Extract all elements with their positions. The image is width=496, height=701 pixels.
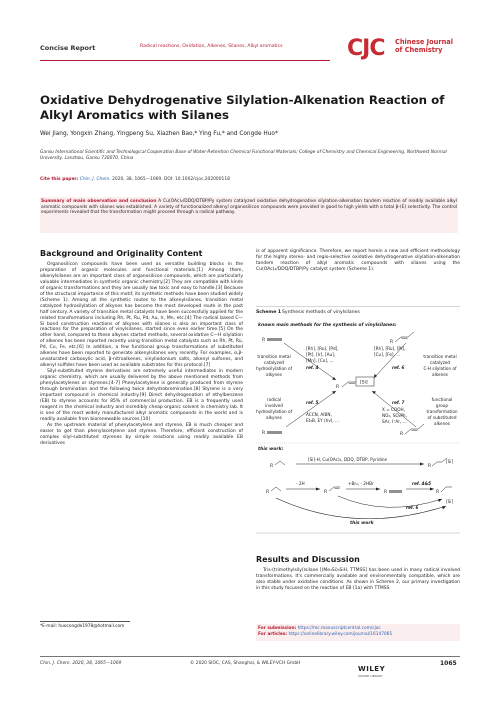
- scheme-caption: Synthesis methods of vinylsilanes: [282, 310, 360, 315]
- radical-reagents-1: ACCN, AIBN,: [306, 412, 332, 417]
- scheme-label: Scheme 1: [256, 310, 282, 315]
- wiley-logo[interactable]: [358, 656, 408, 678]
- method-fg-1: functional: [431, 397, 453, 402]
- path-si-product: [Si]: [446, 499, 454, 504]
- path-r-2: R: [324, 490, 328, 495]
- catalyst-list-left-2: [Pt], [Ir], [Au],: [306, 352, 336, 357]
- submission-box: [256, 624, 460, 641]
- method-tm-ch-3: C-H silylation of: [423, 366, 457, 371]
- this-work-r-left: R: [270, 464, 274, 469]
- method-radical-2: involved: [265, 403, 283, 408]
- summary-box: [40, 197, 458, 233]
- method-fg-5: alkenes: [434, 421, 450, 426]
- catalyst-list-left-3: [Mn], [Co], ...: [306, 358, 334, 363]
- cite-journal-link[interactable]: Chin. J. Chem.: [79, 177, 111, 182]
- ref-7-label: ref. 7: [392, 400, 405, 405]
- copyright-notice: © 2020 SIOC, CAS, Shanghai, & WILEY-VCH GmbH: [190, 661, 301, 666]
- ref-5-label: ref. 5: [306, 400, 319, 405]
- path-r-4: R: [436, 490, 440, 495]
- wiley-wordmark: WILEY: [358, 665, 386, 673]
- summary-text: A Cu(OAc)₂/DDQ/DTBP/Py system catalyzed oxidative dehydrogenative silylation-alkenation tandem reaction of readily available alkyl aromatic compounds with silanes was established. A variety of functionalized alkenyl organosilicon compounds were provided in good to high yields with a total β-(E) selectivity. The control experiments revealed that the transformation might proceed through a radical pathway.: [41, 199, 458, 216]
- keywords-tagline: Radical reactions, Oxidation, Alkenes, Silanes, Alkyl aromatics: [140, 44, 283, 49]
- this-work-bottom-label: this work: [350, 521, 374, 526]
- ref-6b-label: ref. 6: [406, 505, 419, 510]
- ref-4-label: ref. 4: [306, 365, 319, 370]
- footnote-rule: [40, 621, 130, 622]
- cite-label: Cite this paper:: [40, 177, 79, 182]
- alkyne-r-top-left: R: [262, 338, 266, 343]
- step-dehydrogenation: - 2H: [296, 481, 305, 486]
- path-r-3: R: [384, 490, 388, 495]
- method-radical-1: radical: [266, 397, 282, 402]
- submission-label: For submission:: [258, 625, 297, 631]
- alkyne-r-bottom-left: R: [262, 431, 266, 436]
- radical-reagents-2: Et₃B, EY (hv), ...: [306, 418, 340, 423]
- catalyst-list-right-1: [Rh], [Ru], [Pt],: [374, 346, 406, 351]
- this-work-label: this work:: [258, 447, 284, 452]
- this-work-r-right: R: [428, 464, 432, 469]
- center-si-label: [Si]: [360, 380, 368, 386]
- x-groups-3: SAr, I⁺Ar, ...: [382, 419, 407, 424]
- logo-mark: CJC: [347, 36, 385, 61]
- x-groups-2: NO₂, SO₂Ph,: [382, 413, 407, 418]
- method-tm-ch-1: transition metal: [423, 354, 457, 359]
- ref-45-label: ref. 4&5: [412, 481, 432, 486]
- journal-reference: Chin. J. Chem. 2020, 38, 1065—1069: [40, 661, 122, 666]
- path-r-1: R: [266, 490, 270, 495]
- reaction-conditions: [Si]-H, Cu(OAc)₂, DDQ, DTBP, Pyridine: [308, 457, 388, 462]
- method-radical-4: alkynes: [266, 415, 282, 420]
- affiliation: Gansu International Scientific and Technological Cooperation Base of Water-Retention Chemical Functional Materials; College of Chemistry and Chemical Engineering, Northwest Normal University, Lanzhou, Gansu 730070, China: [40, 150, 447, 161]
- method-tm-ch-4: alkenes: [432, 372, 448, 377]
- method-fg-4: of substituted: [427, 415, 457, 420]
- results-paragraph: Tris-(trimethylsilyl)silane [(Me₃Si)₃SiH, TTMSS] has been used in many radical involved transformations. It's commercially available and environmentally compatible, which are also stable under oxidative conditions. As shown in Scheme 2, our primary investigation in this study focused on the reaction of EB (1a) with TTMSS: [256, 568, 460, 591]
- article-title: Oxidative Dehydrogenative Silylation-Alkenation Reaction of Alkyl Aromatics with Silanes: [40, 93, 445, 122]
- background-heading: Background and Originality Content: [40, 249, 203, 258]
- summary-label: Summary of main observation and conclusion: [41, 199, 157, 204]
- page-number: 1065: [440, 660, 457, 667]
- wiley-subtitle: ONLINE LIBRARY: [358, 674, 383, 678]
- intro-paragraph: is of apparent significance. Therefore, we report herein a new and efficient methodology for the highly stereo- and regio-selective oxidative dehydrogenative silylation-alkenation tandem reaction of alkyl aromatic compounds with silanes using the Cu(OAc)₂/DDQ/DTBP/Py catalyst system (Scheme 1).: [256, 249, 460, 272]
- section-label: Concise Report: [40, 44, 96, 52]
- method-fg-3: transformation: [426, 409, 458, 414]
- background-paragraph-1: Organosilicon compounds have been used as versatile building blocks in the preparation of organic molecules and functional materials.[1] Among them, alkenylsilanes are an important class of organosilicon compounds, which are particularly valuable intermediates in synthetic organic chemistry.[2] They are compatible with kinds of organic transformations and they are usually low toxic and easy to handle.[3] Because of the structural importance of this motif, its synthetic methods have been studied widely (Scheme 1). Among all the synthetic routes to the alkenylsilanes, transition metal catalyzed hydrosilylation of alkynes has become the most developed route in the past half century. A variety of transition metal catalysts have been successfully applied for the related transformations including Rh, Pt, Ru, Pd, Au, Ir, Mn, etc.[4] The radical based C—Si bond construction reactions of alkynes with silanes is also an important class of reactions for the preparation of vinylsilanes, started since even earlier time.[5] On the other hand, compared to these alkynes started methods, several oxidative C—H silylation of alkenes has been reported recently using transition metal catalysts such as Rh, Pt, Ru, Pd, Cu, Fe, etc.[6] In addition, a few functional group transformations of substituted alkenes have been reported to generate alkenylsilanes very recently. For examples, α,β-unsaturated carboxylic acid, β-nitroalkenes, vinyliodonium salts, alkenyl sulfones, and alkenyl sulfides have been used as available substrates for this protocol.[7]: [40, 262, 243, 369]
- cite-details: 2020, 38, 1065—1069. DOI: 10.1002/cjoc.202000118: [110, 177, 230, 182]
- ref-6-label: ref. 6: [392, 365, 405, 370]
- submission-link[interactable]: https://mc.manuscriptcentral.com/cjoc: [297, 625, 381, 631]
- this-work-si-right: [Si]: [446, 459, 454, 464]
- articles-line: [258, 632, 458, 638]
- header-rule: [40, 60, 330, 61]
- x-groups-1: X = COOH,: [382, 407, 406, 412]
- results-heading: Results and Discussion: [256, 555, 360, 564]
- corresponding-email[interactable]: *E-mail: huocongde1978@hotmail.com: [40, 624, 125, 629]
- method-tm-hydro-4: alkynes: [266, 372, 282, 377]
- known-methods-title: known main methods for the synthesis of vinylsilanes:: [258, 323, 397, 328]
- articles-label: For articles:: [258, 631, 288, 637]
- alkene-r-bottom-right: R: [400, 432, 404, 437]
- method-tm-hydro-3: hydrosilylation of: [256, 366, 293, 371]
- background-paragraph-3: As the upstream material of phenylacetylene and styrene, EB is much cheaper and easier to get than phenylacetylene and styrene. Therefore, efficient construction of complex silyl-substituted styrenes by simple reactions using readily available EB derivatives: [40, 422, 243, 446]
- journal-logo[interactable]: [347, 36, 467, 68]
- scheme-1: [256, 303, 460, 540]
- author-list: Wei Jiang, Yongxin Zhang, Yingpeng Su, Xiazhen Bao,* Ying Fu,* and Congde Huo*: [40, 131, 278, 137]
- step-bromination: +Br₂, - 2HBr: [348, 481, 374, 486]
- scheme-figure: [256, 303, 460, 540]
- center-r-label: R: [336, 385, 340, 390]
- right-column: [256, 249, 460, 273]
- articles-link[interactable]: https://onlinelibrary.wiley.com/journal/16147065: [288, 631, 393, 637]
- method-radical-3: hydrosilylation of: [256, 409, 293, 414]
- catalyst-list-right-2: [Cu], [Fe], ...: [374, 352, 401, 357]
- catalyst-list-left-1: [Rh], [Ru], [Pd],: [306, 346, 339, 351]
- citation-line: [40, 177, 460, 182]
- alkene-r-top-right: R: [390, 340, 394, 345]
- method-tm-hydro-2: catalyzed: [263, 360, 285, 365]
- method-tm-ch-2: catalyzed: [429, 360, 451, 365]
- background-paragraph-2: Silyl-substituted styrene derivatives are extremely useful intermediates in modern organic chemistry, which are usually delivered by the above mentioned methods from phenylacetylenes or styrenes.[4-7] Phenylacetylene is generally produced from styrene through bromination and the following twice dehydrobromination.[8] Styrene is a very important compound in chemical industry.[9] Direct dehydrogenation of ethylbenzene (EB) to styrene accounts for 85% of commercial production. EB is a frequently used reagent in the chemical industry and incredibly cheap organic solvent in chemistry lab. It is one of the most widely manufactured alkyl aromatic compounds in the world and is readily available from biorenewable sources.[10]: [40, 369, 243, 422]
- left-column: [40, 249, 243, 447]
- journal-name: Chinese Journal of Chemistry: [395, 38, 453, 54]
- method-tm-hydro-1: transition metal: [257, 354, 291, 359]
- results-section: [256, 555, 460, 592]
- method-fg-2: group: [435, 403, 449, 408]
